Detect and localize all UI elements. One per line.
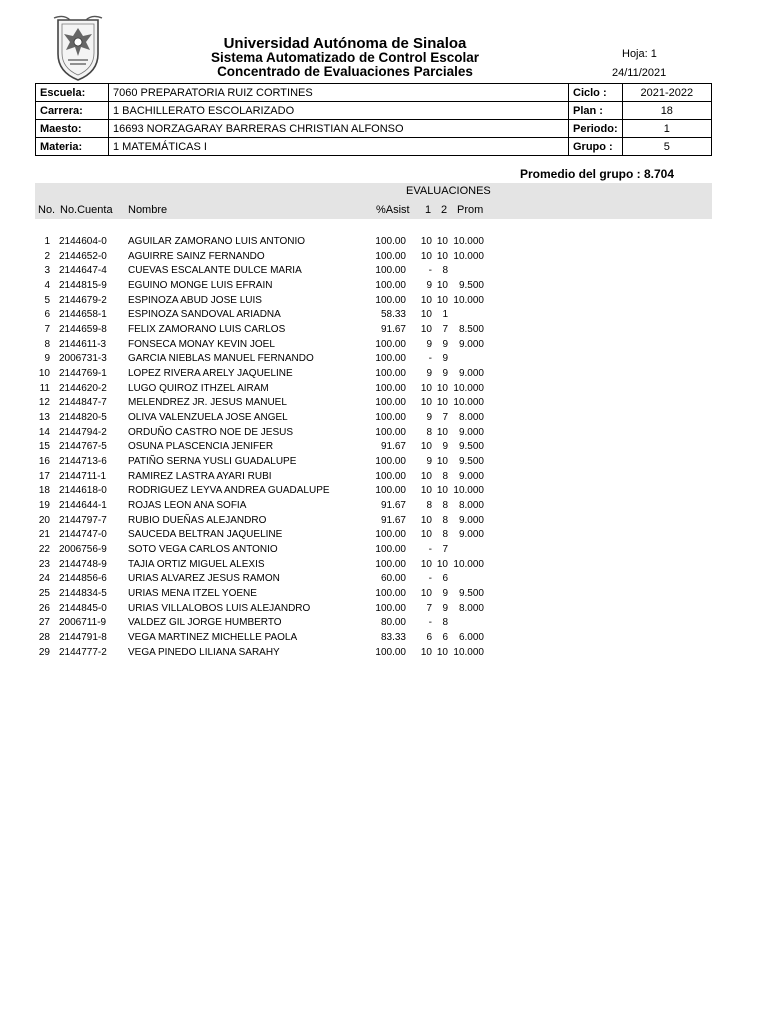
student-name: SAUCEDA BELTRAN JAQUELINE [128, 529, 283, 541]
eval-2-grade: 9 [442, 353, 448, 365]
account-number: 2144767-5 [59, 441, 107, 453]
student-number: 10 [38, 368, 50, 380]
account-number: 2144620-2 [59, 382, 107, 394]
student-number: 29 [38, 646, 50, 658]
student-number: 1 [44, 236, 50, 247]
average-grade: 8.000 [458, 602, 484, 614]
attendance-percent: 100.00 [375, 265, 406, 277]
account-number: 2144748-9 [59, 558, 107, 570]
eval-2-grade: 9 [442, 338, 448, 350]
student-name: LOPEZ RIVERA ARELY JAQUELINE [128, 368, 293, 380]
student-number: 19 [38, 500, 50, 512]
eval-1-grade: - [428, 544, 432, 556]
student-name: GARCIA NIEBLAS MANUEL FERNANDO [128, 353, 314, 365]
student-name: URIAS VILLALOBOS LUIS ALEJANDRO [128, 602, 311, 614]
attendance-percent: 58.33 [380, 309, 406, 321]
student-row [0, 382, 768, 397]
average-grade: 10.000 [453, 397, 484, 409]
eval-2-grade: 10 [436, 456, 448, 468]
attendance-percent: 91.67 [380, 324, 406, 336]
eval-2-grade: 9 [442, 368, 448, 380]
attendance-percent: 60.00 [380, 573, 406, 585]
student-row [0, 514, 768, 529]
eval-1-grade: 9 [426, 368, 432, 380]
info-row-materia [36, 138, 712, 156]
attendance-percent: 100.00 [375, 397, 406, 409]
attendance-percent: 91.67 [380, 514, 406, 526]
eval-1-grade: 10 [420, 397, 432, 409]
periodo-label: Periodo: [569, 120, 623, 138]
account-number: 2144611-3 [59, 338, 107, 350]
average-grade: 9.000 [458, 470, 484, 482]
student-row [0, 470, 768, 485]
eval-2-grade: 10 [436, 426, 448, 438]
student-name: LUGO QUIROZ ITHZEL AIRAM [128, 382, 269, 394]
ciclo-label: Ciclo : [569, 84, 623, 102]
student-number: 15 [38, 441, 50, 453]
eval-1-grade: 9 [426, 456, 432, 468]
student-row [0, 631, 768, 646]
average-grade: 10.000 [453, 294, 484, 306]
student-grades-list [0, 235, 768, 660]
eval-2-grade: 10 [436, 485, 448, 497]
average-grade: 9.000 [458, 529, 484, 541]
account-number: 2144713-6 [59, 456, 107, 468]
average-grade: 9.000 [458, 368, 484, 380]
eval-1-grade: 10 [420, 470, 432, 482]
info-row-maestro [36, 120, 712, 138]
maestro-value: 16693 NORZAGARAY BARRERAS CHRISTIAN ALFONSO [109, 120, 569, 138]
account-number: 2006731-3 [59, 353, 107, 365]
student-number: 8 [44, 338, 50, 350]
average-grade: 9.000 [458, 426, 484, 438]
info-row-carrera [36, 102, 712, 120]
attendance-percent: 100.00 [375, 368, 406, 380]
student-number: 23 [38, 558, 50, 570]
materia-label: Materia: [36, 138, 109, 156]
sheet-number: Hoja: 1 [622, 48, 657, 60]
account-number: 2144747-0 [59, 529, 107, 541]
student-number: 24 [38, 573, 50, 585]
eval-2-grade: 9 [442, 441, 448, 453]
attendance-percent: 91.67 [380, 500, 406, 512]
eval-2-grade: 8 [442, 617, 448, 629]
eval-2-grade: 10 [436, 646, 448, 658]
account-number: 2144847-7 [59, 397, 107, 409]
col-header-asist: %Asist [376, 204, 410, 216]
eval-2-grade: 8 [442, 265, 448, 277]
eval-1-grade: 10 [420, 382, 432, 394]
eval-1-grade: 9 [426, 338, 432, 350]
attendance-percent: 100.00 [375, 544, 406, 556]
student-name: AGUILAR ZAMORANO LUIS ANTONIO [128, 236, 306, 247]
average-grade: 8.500 [458, 324, 484, 336]
student-number: 21 [38, 529, 50, 541]
student-row [0, 587, 768, 602]
student-number: 16 [38, 456, 50, 468]
student-name: CUEVAS ESCALANTE DULCE MARIA [128, 265, 302, 277]
student-row [0, 440, 768, 455]
eval-1-grade: 10 [420, 250, 432, 262]
attendance-percent: 100.00 [375, 602, 406, 614]
col-header-cuenta: No.Cuenta [60, 204, 113, 216]
eval-2-grade: 10 [436, 558, 448, 570]
attendance-percent: 100.00 [375, 558, 406, 570]
eval-2-grade: 6 [442, 632, 448, 644]
col-header-eval-1: 1 [425, 204, 432, 216]
student-name: SOTO VEGA CARLOS ANTONIO [128, 544, 278, 556]
student-number: 26 [38, 602, 50, 614]
eval-2-grade: 10 [436, 397, 448, 409]
student-name: FONSECA MONAY KEVIN JOEL [128, 338, 275, 350]
group-average: Promedio del grupo : 8.704 [520, 167, 675, 181]
average-grade: 10.000 [453, 236, 484, 247]
student-row [0, 338, 768, 353]
student-name: MELENDREZ JR. JESUS MANUEL [128, 397, 287, 409]
student-name: VEGA MARTINEZ MICHELLE PAOLA [128, 632, 298, 644]
eval-1-grade: 10 [420, 236, 432, 247]
plan-value: 18 [622, 102, 711, 120]
student-number: 5 [44, 294, 50, 306]
student-number: 7 [44, 324, 50, 336]
account-number: 2144647-4 [59, 265, 107, 277]
report-title: Concentrado de Evaluaciones Parciales [217, 64, 473, 79]
attendance-percent: 100.00 [375, 470, 406, 482]
student-number: 2 [44, 250, 50, 262]
account-number: 2144604-0 [59, 236, 107, 247]
eval-1-grade: 6 [426, 632, 432, 644]
eval-1-grade: 9 [426, 280, 432, 292]
attendance-percent: 100.00 [375, 338, 406, 350]
eval-1-grade: 10 [420, 441, 432, 453]
account-number: 2144659-8 [59, 324, 107, 336]
account-number: 2144845-0 [59, 602, 107, 614]
student-name: AGUIRRE SAINZ FERNANDO [128, 250, 265, 262]
account-number: 2144658-1 [59, 309, 107, 321]
account-number: 2144856-6 [59, 573, 107, 585]
eval-2-grade: 8 [442, 500, 448, 512]
average-grade: 8.000 [458, 412, 484, 424]
student-row [0, 352, 768, 367]
attendance-percent: 100.00 [375, 646, 406, 658]
student-number: 20 [38, 514, 50, 526]
student-row [0, 572, 768, 587]
attendance-percent: 100.00 [375, 456, 406, 468]
student-row [0, 235, 768, 250]
student-row [0, 264, 768, 279]
account-number: 2144815-9 [59, 280, 107, 292]
eval-1-grade: 10 [420, 529, 432, 541]
student-row [0, 411, 768, 426]
eval-2-grade: 10 [436, 294, 448, 306]
account-number: 2144679-2 [59, 294, 107, 306]
student-number: 13 [38, 412, 50, 424]
eval-2-grade: 8 [442, 529, 448, 541]
university-seal-logo [50, 14, 106, 82]
eval-2-grade: 10 [436, 280, 448, 292]
student-name: URIAS MENA ITZEL YOENE [128, 588, 257, 600]
university-name: Universidad Autónoma de Sinaloa [223, 35, 467, 52]
eval-1-grade: 10 [420, 309, 432, 321]
attendance-percent: 83.33 [380, 632, 406, 644]
eval-1-grade: 7 [426, 602, 432, 614]
student-number: 27 [38, 617, 50, 629]
student-name: FELIX ZAMORANO LUIS CARLOS [128, 324, 286, 336]
attendance-percent: 100.00 [375, 412, 406, 424]
student-row [0, 323, 768, 338]
account-number: 2144711-1 [59, 470, 107, 482]
eval-1-grade: 10 [420, 294, 432, 306]
average-grade: 9.000 [458, 338, 484, 350]
col-header-prom: Prom [457, 204, 484, 216]
student-row [0, 484, 768, 499]
account-number: 2144820-5 [59, 412, 107, 424]
col-header-no: No. [38, 204, 56, 216]
student-name: ORDUÑO CASTRO NOE DE JESUS [128, 426, 294, 438]
average-grade: 10.000 [453, 382, 484, 394]
eval-2-grade: 8 [442, 514, 448, 526]
eval-1-grade: 10 [420, 485, 432, 497]
average-grade: 6.000 [458, 632, 484, 644]
eval-2-grade: 1 [442, 309, 448, 321]
eval-1-grade: 9 [426, 412, 432, 424]
attendance-percent: 100.00 [375, 294, 406, 306]
average-grade: 10.000 [453, 250, 484, 262]
average-grade: 9.500 [458, 441, 484, 453]
student-number: 18 [38, 485, 50, 497]
eval-2-grade: 7 [442, 412, 448, 424]
student-name: OSUNA PLASCENCIA JENIFER [128, 441, 274, 453]
attendance-percent: 100.00 [375, 588, 406, 600]
student-name: PATIÑO SERNA YUSLI GUADALUPE [128, 456, 297, 468]
attendance-percent: 100.00 [375, 382, 406, 394]
student-number: 22 [38, 544, 50, 556]
student-name: EGUINO MONGE LUIS EFRAIN [128, 280, 273, 292]
student-number: 4 [44, 280, 50, 292]
student-row [0, 367, 768, 382]
grupo-label: Grupo : [569, 138, 623, 156]
student-name: VALDEZ GIL JORGE HUMBERTO [128, 617, 282, 629]
student-name: ESPINOZA ABUD JOSE LUIS [128, 294, 262, 306]
student-number: 12 [38, 397, 50, 409]
eval-1-grade: 8 [426, 500, 432, 512]
average-grade: 9.500 [458, 456, 484, 468]
eval-2-grade: 10 [436, 382, 448, 394]
student-name: RAMIREZ LASTRA AYARI RUBI [128, 470, 272, 482]
eval-1-grade: 10 [420, 588, 432, 600]
student-number: 17 [38, 470, 50, 482]
eval-1-grade: 10 [420, 558, 432, 570]
attendance-percent: 100.00 [375, 236, 406, 247]
periodo-value: 1 [622, 120, 711, 138]
eval-2-grade: 8 [442, 470, 448, 482]
student-row [0, 646, 768, 661]
student-name: RUBIO DUEÑAS ALEJANDRO [128, 514, 267, 526]
student-name: OLIVA VALENZUELA JOSE ANGEL [128, 412, 288, 424]
course-info-table [35, 83, 712, 156]
student-name: TAJIA ORTIZ MIGUEL ALEXIS [128, 558, 265, 570]
account-number: 2006756-9 [59, 544, 107, 556]
student-row [0, 558, 768, 573]
eval-2-grade: 7 [442, 544, 448, 556]
attendance-percent: 100.00 [375, 485, 406, 497]
eval-2-grade: 10 [436, 250, 448, 262]
eval-1-grade: - [428, 573, 432, 585]
average-grade: 9.500 [458, 588, 484, 600]
student-row [0, 308, 768, 323]
student-row [0, 528, 768, 543]
grupo-value: 5 [622, 138, 711, 156]
account-number: 2144797-7 [59, 514, 107, 526]
attendance-percent: 80.00 [380, 617, 406, 629]
carrera-value: 1 BACHILLERATO ESCOLARIZADO [109, 102, 569, 120]
eval-2-grade: 9 [442, 602, 448, 614]
average-grade: 10.000 [453, 485, 484, 497]
student-number: 28 [38, 632, 50, 644]
eval-2-grade: 10 [436, 236, 448, 247]
ciclo-value: 2021-2022 [622, 84, 711, 102]
materia-value: 1 MATEMÁTICAS I [109, 138, 569, 156]
attendance-percent: 100.00 [375, 250, 406, 262]
student-row [0, 602, 768, 617]
escuela-label: Escuela: [36, 84, 109, 102]
attendance-percent: 100.00 [375, 529, 406, 541]
account-number: 2144618-0 [59, 485, 107, 497]
student-name: RODRIGUEZ LEYVA ANDREA GUADALUPE [128, 485, 330, 497]
student-row [0, 279, 768, 294]
eval-1-grade: 10 [420, 324, 432, 336]
student-name: VEGA PINEDO LILIANA SARAHY [128, 646, 280, 658]
eval-1-grade: - [428, 265, 432, 277]
student-row [0, 543, 768, 558]
carrera-label: Carrera: [36, 102, 109, 120]
student-row [0, 616, 768, 631]
col-header-eval-2: 2 [441, 204, 448, 216]
plan-label: Plan : [569, 102, 623, 120]
account-number: 2144791-8 [59, 632, 107, 644]
eval-1-grade: - [428, 617, 432, 629]
average-grade: 10.000 [453, 558, 484, 570]
escuela-value: 7060 PREPARATORIA RUIZ CORTINES [109, 84, 569, 102]
student-row [0, 455, 768, 470]
account-number: 2144644-1 [59, 500, 107, 512]
student-number: 25 [38, 588, 50, 600]
student-number: 6 [44, 309, 50, 321]
student-number: 11 [39, 382, 50, 394]
attendance-percent: 91.67 [380, 441, 406, 453]
eval-2-grade: 6 [442, 573, 448, 585]
system-name: Sistema Automatizado de Control Escolar [210, 50, 480, 65]
average-grade: 10.000 [453, 646, 484, 658]
student-row [0, 294, 768, 309]
student-name: URIAS ALVAREZ JESUS RAMON [128, 573, 280, 585]
account-number: 2144769-1 [59, 368, 107, 380]
attendance-percent: 100.00 [375, 426, 406, 438]
eval-1-grade: 10 [420, 514, 432, 526]
eval-1-grade: 10 [420, 646, 432, 658]
maestro-label: Maesto: [36, 120, 109, 138]
eval-2-grade: 7 [442, 324, 448, 336]
average-grade: 9.000 [458, 514, 484, 526]
account-number: 2144652-0 [59, 250, 107, 262]
account-number: 2144794-2 [59, 426, 107, 438]
student-number: 3 [44, 265, 50, 277]
student-row [0, 250, 768, 265]
report-date: 24/11/2021 [612, 67, 667, 79]
account-number: 2006711-9 [59, 617, 107, 629]
evaluaciones-heading: EVALUACIONES [406, 185, 491, 197]
student-row [0, 426, 768, 441]
attendance-percent: 100.00 [375, 280, 406, 292]
student-row [0, 396, 768, 411]
col-header-nombre: Nombre [128, 204, 168, 216]
average-grade: 9.500 [458, 280, 484, 292]
student-number: 9 [44, 353, 50, 365]
eval-2-grade: 9 [442, 588, 448, 600]
student-row [0, 499, 768, 514]
student-name: ESPINOZA SANDOVAL ARIADNA [128, 309, 281, 321]
eval-1-grade: - [428, 353, 432, 365]
account-number: 2144777-2 [59, 646, 107, 658]
student-number: 14 [38, 426, 50, 438]
account-number: 2144834-5 [59, 588, 107, 600]
average-grade: 8.000 [458, 500, 484, 512]
info-row-escuela [36, 84, 712, 102]
student-name: ROJAS LEON ANA SOFIA [128, 500, 247, 512]
attendance-percent: 100.00 [375, 353, 406, 365]
eval-1-grade: 8 [426, 426, 432, 438]
